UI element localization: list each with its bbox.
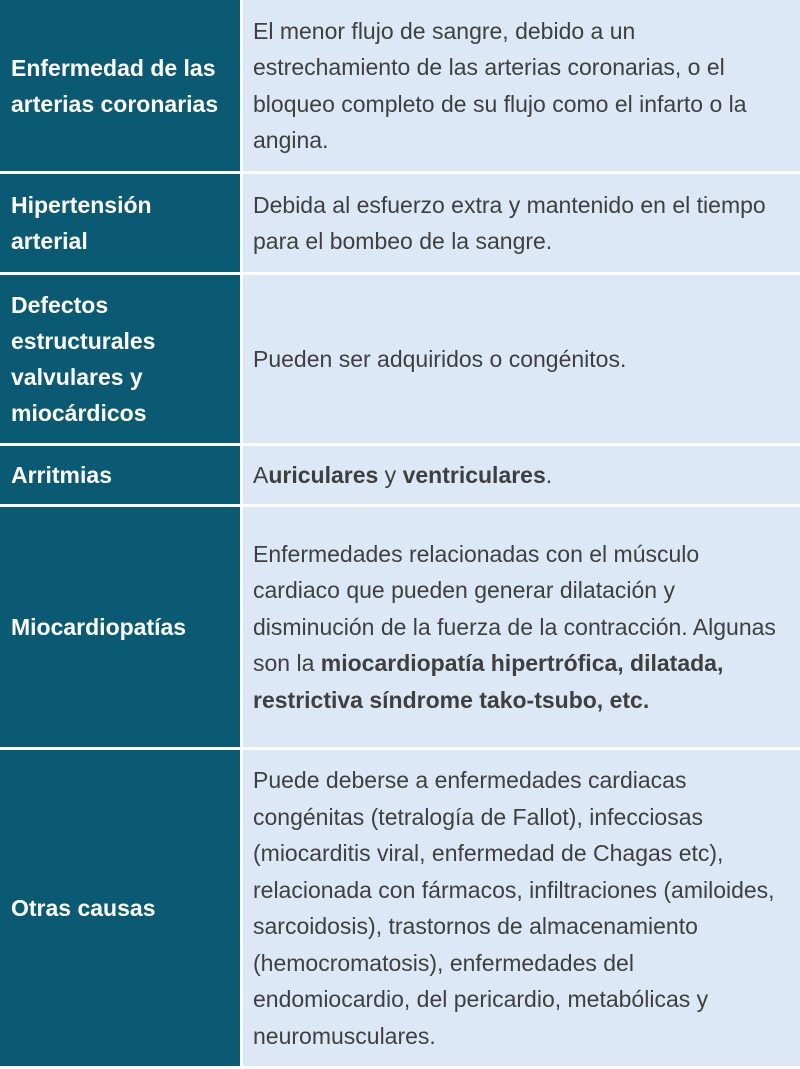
row-description: Puede deberse a enfermedades cardiacas congénitas (tetralogía de Fallot), infecciosas (miocarditis viral, enfermedad de Chagas etc), relacionada con fármacos, infiltraciones (amiloides, sarcoidosis), trastornos de almacenamiento (hemocromatosis), enfermedades del endomiocardio, del pericardio, metabólicas y neuromusculares.: [253, 767, 775, 1049]
table-row-coronary: [0, 0, 800, 171]
row-label-cell: [0, 446, 240, 504]
table-row-hypertension: [0, 174, 800, 272]
row-label-cell: [0, 174, 240, 272]
row-description-cell: [243, 750, 800, 1066]
row-description: Debida al esfuerzo extra y mantenido en el tiempo para el bombeo de la sangre.: [253, 191, 766, 254]
row-label: Enfermedad de las arterias coronarias: [11, 54, 219, 117]
description-part: y: [378, 461, 403, 488]
row-description-cell: [243, 174, 800, 272]
row-description-cell: [243, 0, 800, 171]
description-bold-part: ventriculares: [402, 461, 546, 488]
row-description-cell: [243, 507, 800, 747]
row-label-cell: [0, 275, 240, 443]
description-bold-part: uriculares: [268, 461, 379, 488]
description-part: A: [253, 461, 269, 488]
row-description-cell: [243, 275, 800, 443]
row-description: [253, 457, 552, 494]
row-label: Arritmias: [11, 462, 112, 488]
table-row-structural-defects: [0, 275, 800, 443]
row-description: [253, 536, 782, 719]
row-label: Defectos estructurales valvulares y miocárdicos: [11, 292, 156, 426]
row-description-cell: [243, 446, 800, 504]
row-label-cell: [0, 750, 240, 1066]
row-description: El menor flujo de sangre, debido a un estrechamiento de las arterias coronarias, o el bloqueo completo de su flujo como el infarto o la angina.: [253, 17, 747, 153]
row-label: Otras causas: [11, 895, 156, 921]
description-part: .: [545, 461, 553, 488]
row-label: Miocardiopatías: [11, 614, 187, 640]
table-row-other-causes: [0, 750, 800, 1066]
row-label: Hipertensión arterial: [11, 192, 152, 254]
table-row-arrhythmias: [0, 446, 800, 504]
description-bold-part: miocardiopatía hipertrófica, dilatada, restrictiva síndrome tako-tsubo, etc.: [253, 650, 724, 713]
table-row-cardiomyopathies: [0, 507, 800, 747]
row-description: Pueden ser adquiridos o congénitos.: [253, 345, 627, 372]
description-part: Enfermedades relacionadas con el músculo cardiaco que pueden generar dilatación y disminución de la fuerza de la contracción. Algunas son la: [253, 540, 776, 677]
row-label-cell: [0, 0, 240, 171]
row-label-cell: [0, 507, 240, 747]
